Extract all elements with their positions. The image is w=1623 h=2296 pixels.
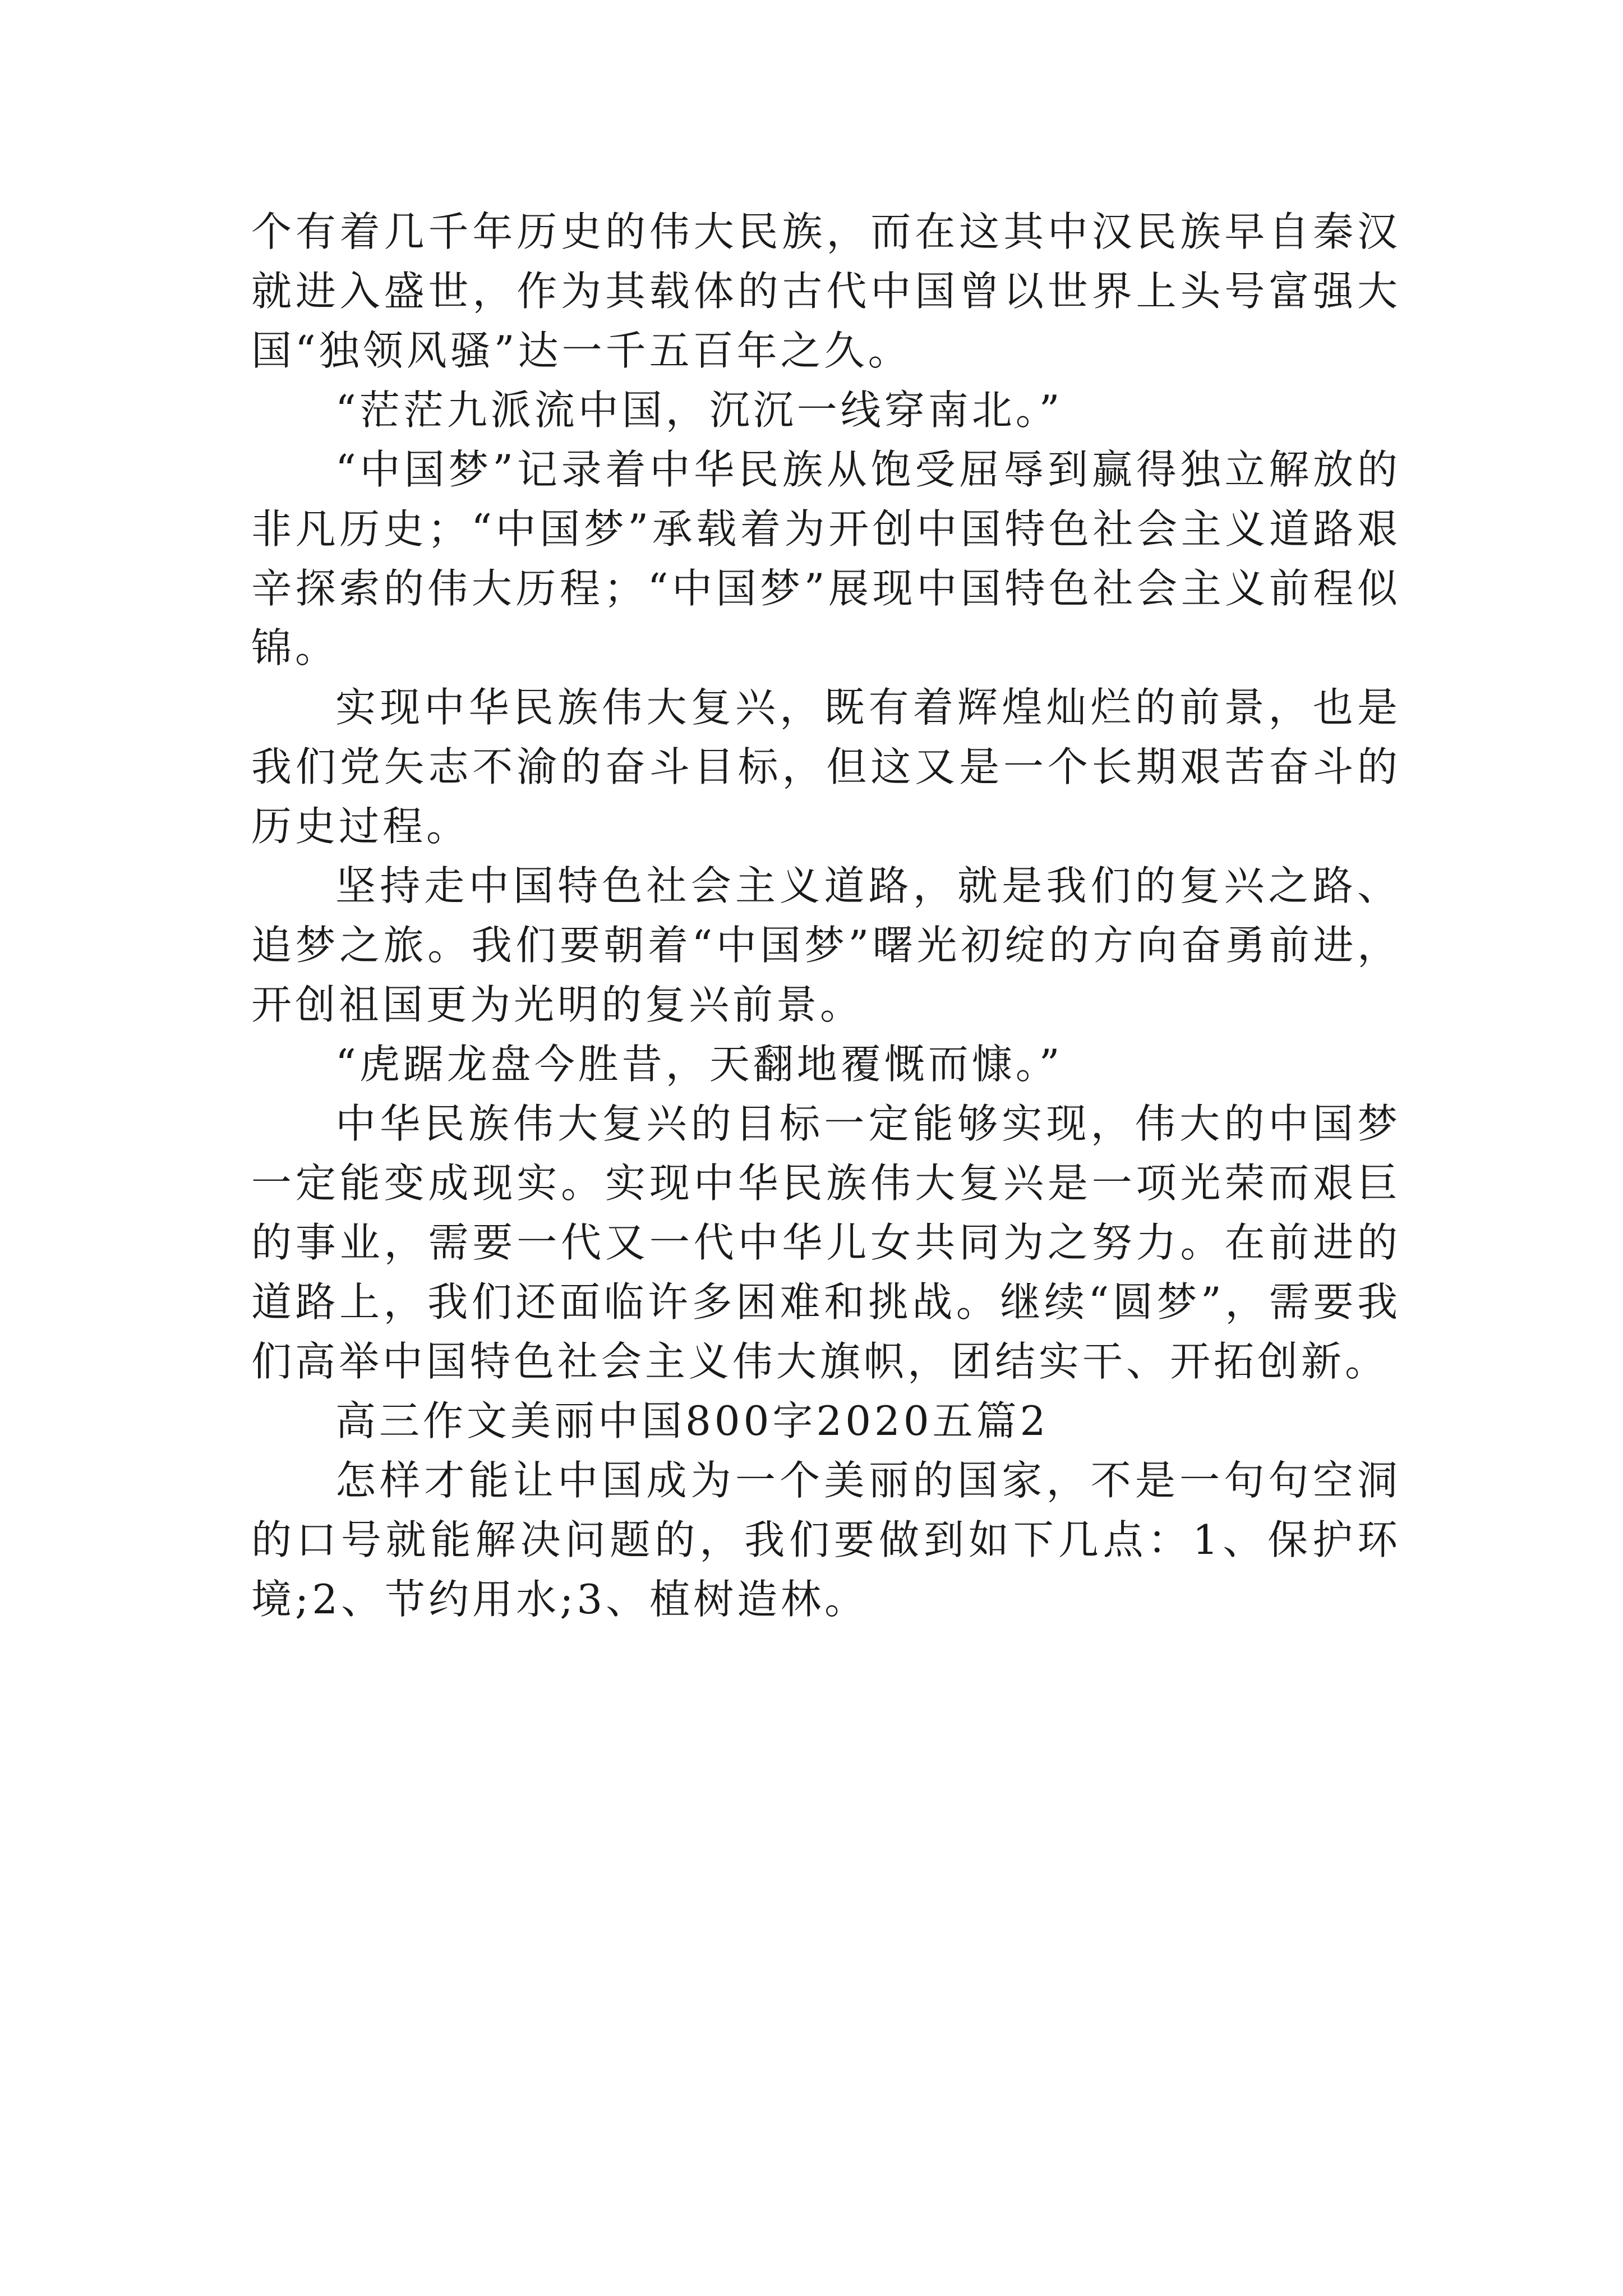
section-heading: 高三作文美丽中国800字2020五篇2 (335, 1397, 1049, 1444)
paragraph-5: 坚持走中国特色社会主义道路，就是我们的复兴之路、追梦之旅。我们要朝着“中国梦”曙光初绽的方向奋勇前进，开创祖国更为光明的复兴前景。 (251, 862, 1401, 1028)
document-body (251, 202, 1401, 1629)
paragraph-6-quote: “虎踞龙盘今胜昔，天翻地覆慨而慷。” (335, 1041, 1063, 1088)
paragraph-3: “中国梦”记录着中华民族从饱受屈辱到赢得独立解放的非凡历史；“中国梦”承载着为开创中国特色社会主义道路艰辛探索的伟大历程；“中国梦”展现中国特色社会主义前程似锦。 (251, 446, 1401, 671)
paragraph-9: 怎样才能让中国成为一个美丽的国家，不是一句句空洞的口号就能解决问题的，我们要做到如下几点：1、保护环境;2、节约用水;3、植树造林。 (251, 1457, 1401, 1623)
paragraph-7: 中华民族伟大复兴的目标一定能够实现，伟大的中国梦一定能变成现实。实现中华民族伟大复兴是一项光荣而艰巨的事业，需要一代又一代中华儿女共同为之努力。在前进的道路上，我们还面临许多困难和挑战。继续“圆梦”，需要我们高举中国特色社会主义伟大旗帜，团结实干、开拓创新。 (251, 1100, 1401, 1385)
paragraph-2-quote: “茫茫九派流中国，沉沉一线穿南北。” (335, 386, 1063, 434)
paragraph-1: 个有着几千年历史的伟大民族，而在这其中汉民族早自秦汉就进入盛世，作为其载体的古代中国曾以世界上头号富强大国“独领风骚”达一千五百年之久。 (251, 208, 1401, 374)
paragraph-4: 实现中华民族伟大复兴，既有着辉煌灿烂的前景，也是我们党矢志不渝的奋斗目标，但这又是一个长期艰苦奋斗的历史过程。 (251, 684, 1401, 850)
